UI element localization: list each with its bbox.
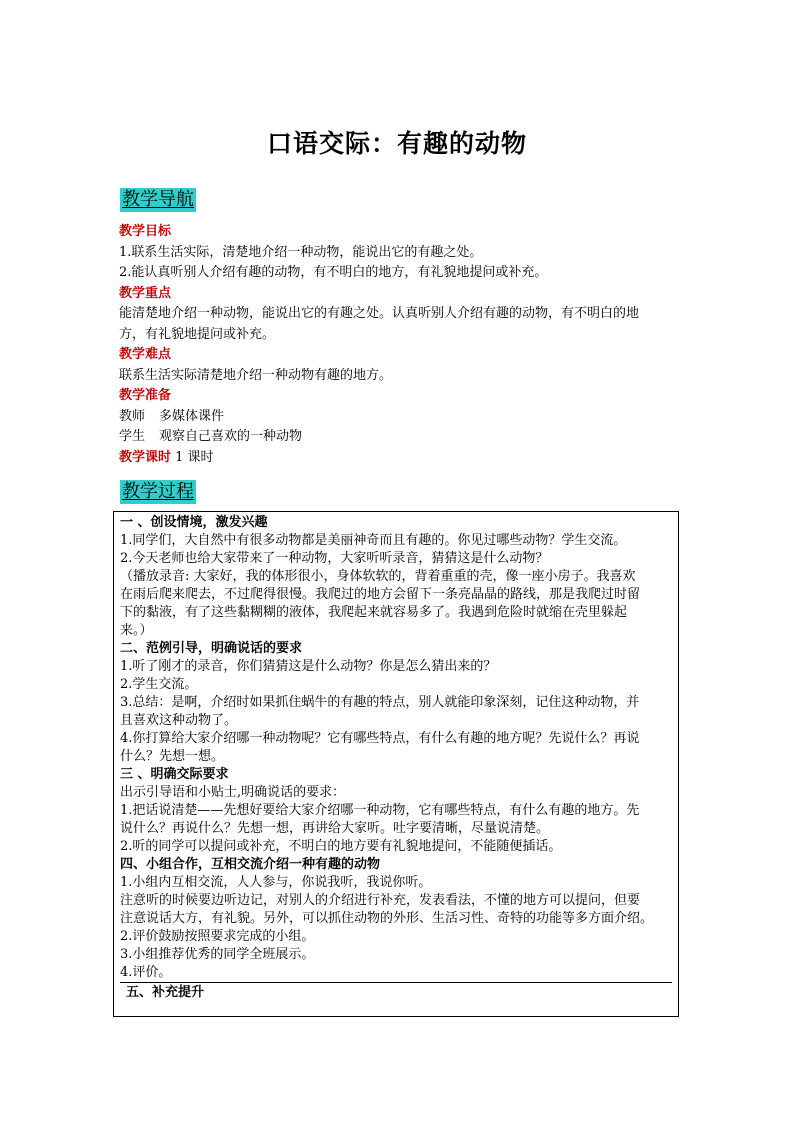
process-paragraph: 1.听了刚才的录音，你们猜猜这是什么动物？你是怎么猜出来的？ xyxy=(120,659,497,674)
difficulties-text: 联系生活实际清楚地介绍一种动物有趣的地方。 xyxy=(119,367,393,383)
transcript-line: （播放录音: 大家好，我的体形很小，身体软软的，背着重重的壳，像一座小房子。我喜欢 xyxy=(120,569,636,584)
process-paragraph xyxy=(120,694,672,730)
process-paragraph: 1.同学们，大自然中有很多动物都是美丽神奇而且有趣的。你见过哪些动物？学生交流。 xyxy=(120,533,627,548)
paragraph-line: 什么？先想一想。 xyxy=(120,749,225,764)
key-points-line: 能清楚地介绍一种动物，能说出它的有趣之处。认真听别人介绍有趣的动物，有不明白的地 xyxy=(119,306,640,321)
process-section-title: 四、小组合作，互相交流介绍一种有趣的动物 xyxy=(120,857,381,872)
paragraph-line: 说什么？再说什么？先想一想，再讲给大家听。吐字要清晰，尽量说清楚。 xyxy=(120,821,550,836)
paragraph-line: 注意听的时候要边听边记，对别人的介绍进行补充，发表看法，不懂的地方可以提问，但要 xyxy=(120,893,641,908)
paragraph-line: 注意说话大方，有礼貌。另外，可以抓住动物的外形、生活习性、奇特的功能等多方面介绍。 xyxy=(120,911,654,926)
goal-item: 2.能认真听别人介绍有趣的动物，有不明白的地方，有礼貌地提问或补充。 xyxy=(119,265,548,280)
process-paragraph: 1.小组内互相交流，人人参与，你说我听，我说你听。 xyxy=(120,875,432,890)
goals-heading: 教学目标 xyxy=(119,224,172,239)
process-section-title: 二、范例引导，明确说话的要求 xyxy=(120,641,303,656)
process-section-title: 一 、创设情境，激发兴趣 xyxy=(120,515,268,530)
process-paragraph: 2.今天老师也给大家带来了一种动物，大家听听录音，猜猜这是什么动物？ xyxy=(120,551,549,566)
key-points-heading: 教学重点 xyxy=(119,285,172,301)
key-points-text xyxy=(119,304,679,345)
student-label: 学生 xyxy=(119,429,146,444)
teacher-item: 多媒体课件 xyxy=(159,408,225,424)
teaching-navigation xyxy=(119,222,679,468)
duration-row xyxy=(119,448,679,469)
process-paragraph: 2.评价鼓励按照要求完成的小组。 xyxy=(120,929,315,944)
transcript-line: 来。） xyxy=(120,623,153,638)
section-tag-process: 教学过程 xyxy=(122,481,194,502)
transcript-line: 下的黏液，有了这些黏糊糊的液体，我爬起来就容易多了。我遇到危险时就缩在壳里躲起 xyxy=(120,605,628,620)
preparation-heading: 教学准备 xyxy=(119,388,172,403)
process-paragraph: 4.评价。 xyxy=(120,965,172,980)
paragraph-line: 4.你打算给大家介绍哪一种动物呢？它有哪些特点，有什么有趣的地方呢？先说什么？再说 xyxy=(120,731,640,746)
process-paragraph xyxy=(120,892,672,928)
paragraph-line: 且喜欢这种动物了。 xyxy=(120,713,238,728)
difficulties-heading: 教学难点 xyxy=(119,347,172,362)
page-title: 口语交际：有趣的动物 xyxy=(266,129,527,158)
teaching-process-box xyxy=(113,511,679,1017)
duration-value: 1 课时 xyxy=(175,449,214,465)
key-points-line: 方，有礼貌地提问或补充。 xyxy=(119,326,276,342)
process-section-title: 三 、明确交际要求 xyxy=(120,767,229,782)
goal-item: 1.联系生活实际，清楚地介绍一种动物，能说出它的有趣之处。 xyxy=(119,244,483,260)
teacher-label: 教师 xyxy=(119,408,146,424)
student-item: 观察自己喜欢的一种动物 xyxy=(159,429,303,444)
process-paragraph: 出示引导语和小贴士,明确说话的要求： xyxy=(120,785,346,800)
duration-heading: 教学课时 xyxy=(119,449,172,465)
recording-transcript xyxy=(120,568,672,640)
process-paragraph xyxy=(120,802,672,838)
process-paragraph xyxy=(120,730,672,766)
transcript-line: 在雨后爬来爬去，不过爬得很慢。我爬过的地方会留下一条亮晶晶的路线，那是我爬过时留 xyxy=(120,587,641,602)
paragraph-line: 3.总结：是啊，介绍时如果抓住蜗牛的有趣的特点，别人就能印象深刻，记住这种动物，并 xyxy=(120,695,640,710)
process-section-title: 五、补充提升 xyxy=(120,982,672,1002)
process-paragraph: 3.小组推荐优秀的同学全班展示。 xyxy=(120,947,315,962)
paragraph-line: 1.把话说清楚——先想好要给大家介绍哪一种动物，它有哪些特点，有什么有趣的地方。先 xyxy=(120,803,640,818)
preparation-student xyxy=(119,427,679,448)
process-paragraph: 2.听的同学可以提问或补充，不明白的地方要有礼貌地提问，不能随便插话。 xyxy=(120,839,562,854)
process-paragraph: 2.学生交流。 xyxy=(120,677,198,692)
section-tag-navigation: 教学导航 xyxy=(122,189,194,210)
preparation-teacher xyxy=(119,407,679,428)
